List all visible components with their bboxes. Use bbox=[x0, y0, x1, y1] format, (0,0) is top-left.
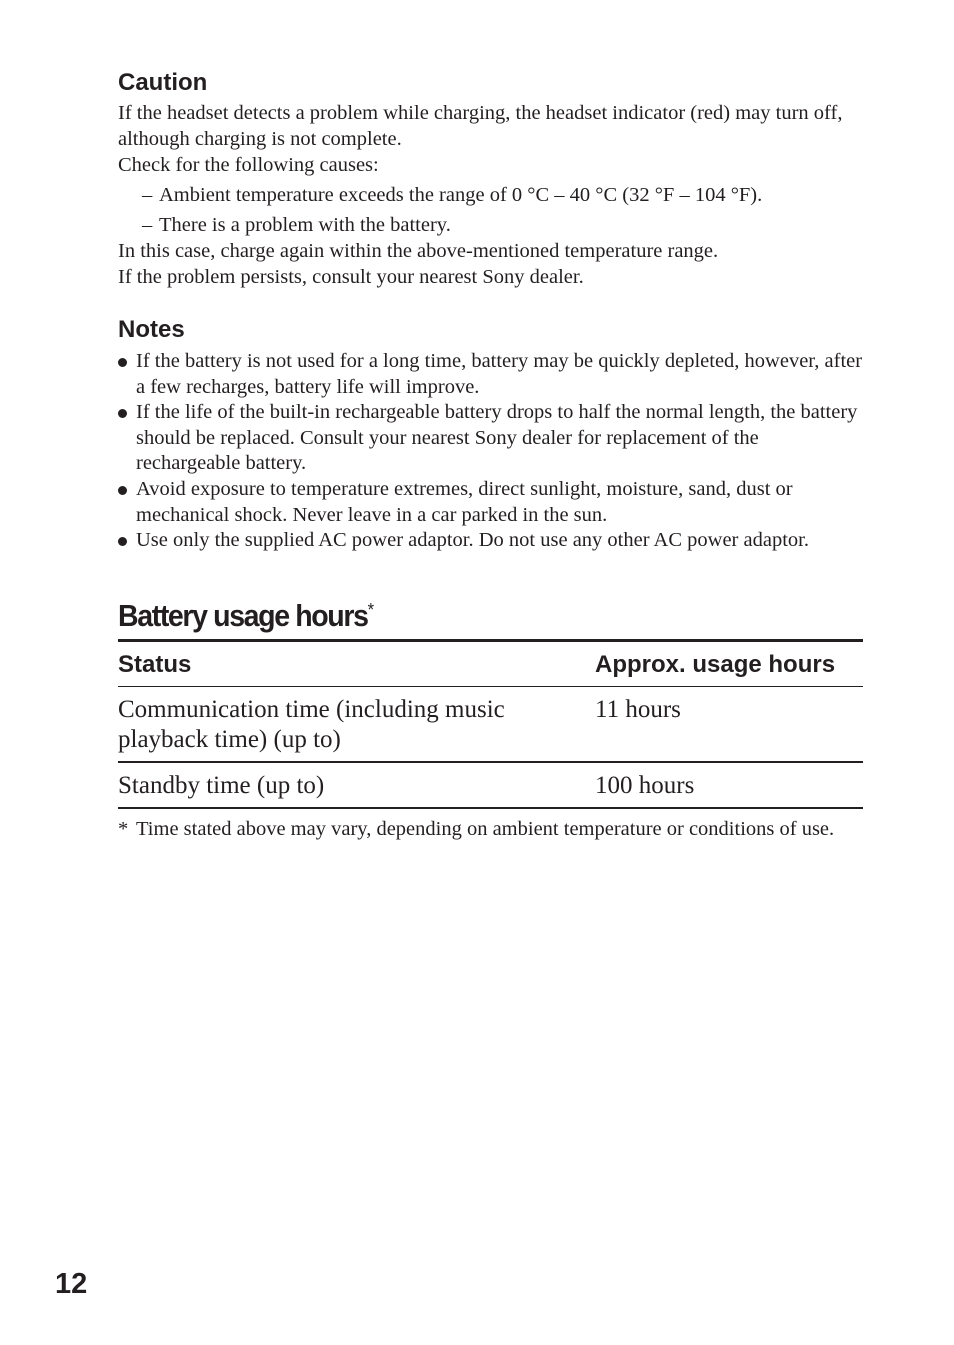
bullet-icon bbox=[118, 537, 127, 546]
table-header-row bbox=[118, 640, 863, 686]
dash-marker: – bbox=[142, 184, 153, 206]
note-item bbox=[118, 477, 863, 528]
table-row bbox=[118, 762, 863, 808]
caution-cause-item bbox=[142, 182, 863, 208]
footnote-text: Time stated above may vary, depending on ambient temperature or conditions of use. bbox=[136, 817, 835, 840]
bullet-icon bbox=[118, 409, 127, 418]
bullet-icon bbox=[118, 486, 127, 495]
bullet-icon bbox=[118, 358, 127, 367]
note-text: Avoid exposure to temperature extremes, direct sunlight, moisture, sand, dust or mechanical shock. Never leave in a car parked in the sun. bbox=[136, 477, 793, 526]
caution-heading: Caution bbox=[118, 69, 208, 96]
status-cell: Standby time (up to) bbox=[118, 762, 595, 808]
notes-heading: Notes bbox=[118, 316, 185, 343]
cause-text: Ambient temperature exceeds the range of 0 °C – 40 °C (32 °F – 104 °F). bbox=[159, 184, 763, 206]
usage-hours-column-header: Approx. usage hours bbox=[595, 640, 863, 686]
caution-paragraph-1: If the headset detects a problem while charging, the headset indicator (red) may turn off, although charging is not complete. bbox=[118, 102, 843, 150]
notes-list bbox=[118, 349, 863, 554]
status-column-header: Status bbox=[118, 640, 595, 686]
footnote bbox=[118, 817, 863, 842]
table-row bbox=[118, 686, 863, 762]
battery-usage-title: Battery usage hours bbox=[118, 597, 368, 633]
note-item bbox=[118, 349, 863, 400]
status-cell: Communication time (including music playback time) (up to) bbox=[118, 686, 595, 762]
usage-hours-cell: 11 hours bbox=[595, 686, 863, 762]
caution-paragraph-4: If the problem persists, consult your nearest Sony dealer. bbox=[118, 266, 584, 288]
footnote-reference-mark: * bbox=[367, 599, 375, 620]
note-item bbox=[118, 528, 863, 554]
dash-marker: – bbox=[142, 214, 153, 236]
battery-usage-table bbox=[118, 639, 863, 809]
note-text: If the life of the built-in rechargeable battery drops to half the normal length, the battery should be replaced. Consult your nearest Sony dealer for replacement of the rechargeable battery. bbox=[136, 401, 858, 475]
note-item bbox=[118, 400, 863, 477]
manual-page bbox=[118, 66, 863, 842]
note-text: If the battery is not used for a long time, battery may be quickly depleted, however, after a few recharges, battery life will improve. bbox=[136, 350, 863, 398]
note-text: Use only the supplied AC power adaptor. Do not use any other AC power adaptor. bbox=[136, 529, 809, 552]
footnote-mark: * bbox=[118, 817, 129, 840]
caution-paragraph-2: Check for the following causes: bbox=[118, 154, 379, 176]
caution-cause-item bbox=[142, 212, 863, 238]
usage-hours-cell: 100 hours bbox=[595, 762, 863, 808]
caution-paragraph-3: In this case, charge again within the above-mentioned temperature range. bbox=[118, 240, 719, 262]
caution-causes-list bbox=[118, 182, 863, 238]
page-number: 12 bbox=[55, 1268, 88, 1300]
battery-usage-heading bbox=[118, 590, 803, 636]
cause-text: There is a problem with the battery. bbox=[159, 214, 451, 236]
